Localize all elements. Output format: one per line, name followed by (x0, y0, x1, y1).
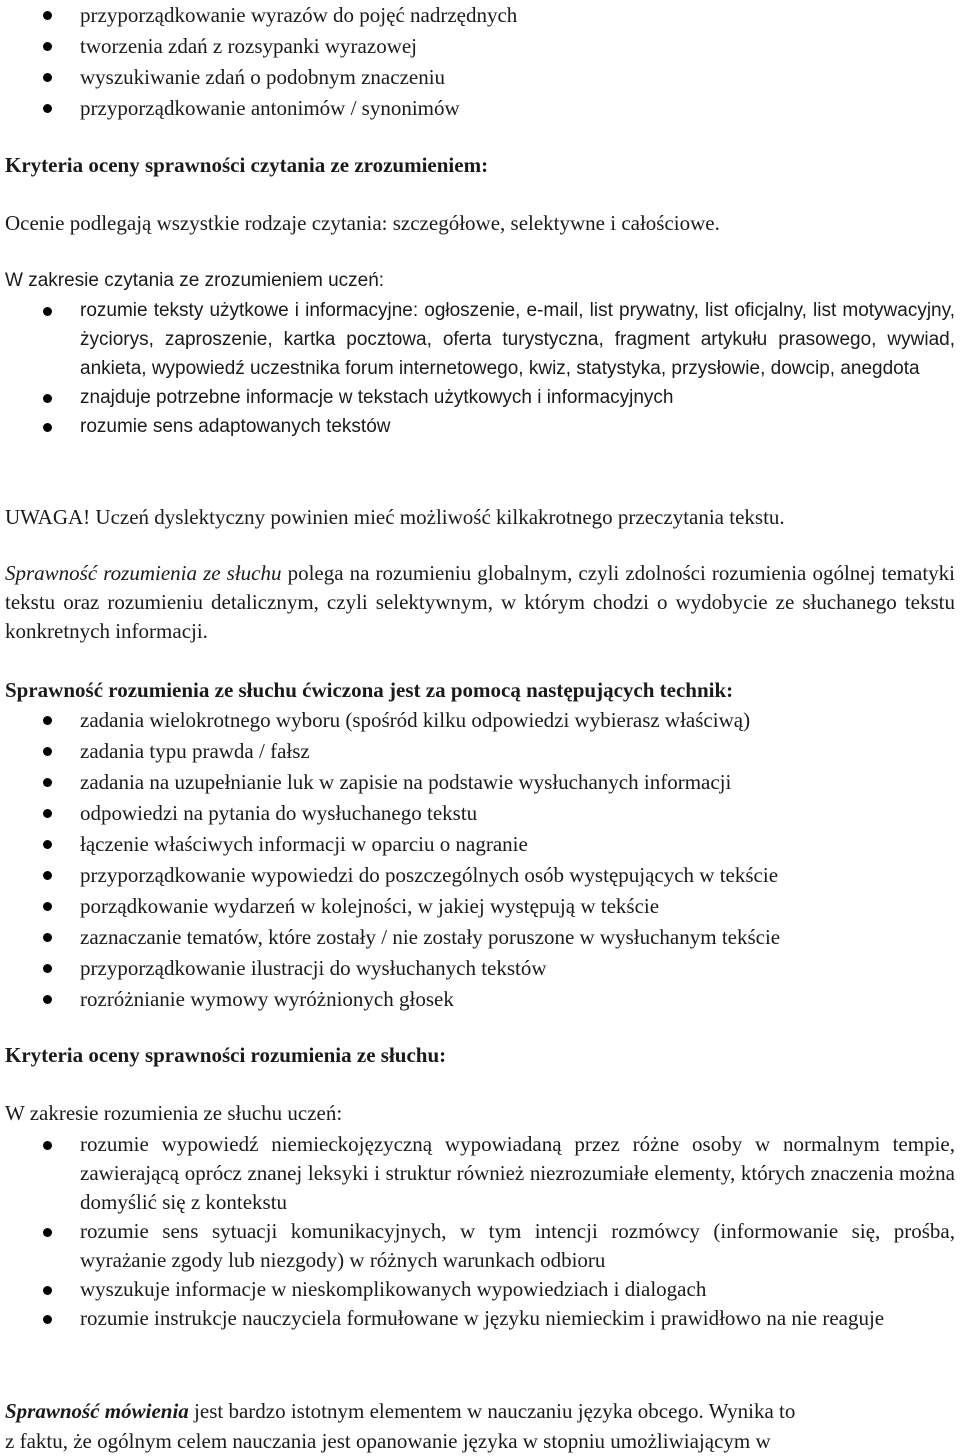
list-item: rozumie wypowiedź niemieckojęzyczną wypowiadaną przez różne osoby w normalnym tempie, zawierającą oprócz znanej leksyki i struktur również niezrozumiałe elementy, których znaczenia można domyślić się z kontekstu (5, 1130, 955, 1217)
list-item: przyporządkowanie antonimów / synonimów (5, 93, 955, 124)
list-item: zadania wielokrotnego wyboru (spośród kilku odpowiedzi wybierasz właściwą) (5, 705, 955, 736)
list-item: przyporządkowanie wypowiedzi do poszczególnych osób występujących w tekście (5, 860, 955, 891)
list-item: porządkowanie wydarzeń w kolejności, w jakiej występują w tekście (5, 891, 955, 922)
list-item: rozumie sens sytuacji komunikacyjnych, w tym intencji rozmówcy (informowanie się, prośba, wyrażanie zgody lub niezgody) w różnych warunkach odbioru (5, 1217, 955, 1275)
list-item: tworzenia zdań z rozsypanki wyrazowej (5, 31, 955, 62)
speaking-line-2: z faktu, że ogólnym celem nauczania jest opanowanie języka w stopniu umożliwiającym w (5, 1429, 771, 1453)
speaking-line-1 (5, 1396, 955, 1426)
list-item: wyszukiwanie zdań o podobnym znaczeniu (5, 62, 955, 93)
listening-skills-list (5, 1130, 955, 1333)
speaking-paragraph (5, 1396, 955, 1456)
list-item: przyporządkowanie wyrazów do pojęć nadrzędnych (5, 0, 955, 31)
listening-term: Sprawność rozumienia ze słuchu (5, 561, 282, 585)
reading-skills-list (5, 296, 955, 441)
list-item: rozumie sens adaptowanych tekstów (5, 412, 955, 441)
list-item: rozumie teksty użytkowe i informacyjne: ogłoszenie, e-mail, list prywatny, list oficjalny, list motywacyjny, życiorys, zaproszenie, kartka pocztowa, oferta turystyczna, fragment artykułu prasowego, wywiad, ankieta, wypowiedź uczestnika forum internetowego, kwiz, statystyka, przysłowie, dowcip, anegdota (5, 296, 955, 383)
listening-definition (5, 559, 955, 646)
dyslexia-note: UWAGA! Uczeń dyslektyczny powinien mieć możliwość kilkakrotnego przeczytania tekstu. (5, 505, 785, 529)
list-item: odpowiedzi na pytania do wysłuchanego tekstu (5, 798, 955, 829)
list-item: znajduje potrzebne informacje w tekstach użytkowych i informacyjnych (5, 383, 955, 412)
reading-lead: W zakresie czytania ze zrozumieniem uczeń: (5, 270, 385, 291)
exercise-list (5, 0, 955, 124)
list-item: rozróżnianie wymowy wyróżnionych głosek (5, 984, 955, 1015)
list-item: łączenie właściwych informacji w oparciu o nagranie (5, 829, 955, 860)
list-item: zadania typu prawda / fałsz (5, 736, 955, 767)
speaking-term: Sprawność mówienia (5, 1399, 189, 1423)
list-item: przyporządkowanie ilustracji do wysłuchanych tekstów (5, 953, 955, 984)
listening-criteria-heading: Kryteria oceny sprawności rozumienia ze słuchu: (5, 1043, 447, 1067)
reading-criteria-heading: Kryteria oceny sprawności czytania ze zrozumieniem: (5, 153, 489, 177)
listening-techniques-heading: Sprawność rozumienia ze słuchu ćwiczona jest za pomocą następujących technik: (5, 678, 734, 702)
list-item: zadania na uzupełnianie luk w zapisie na podstawie wysłuchanych informacji (5, 767, 955, 798)
listening-techniques-list (5, 705, 955, 1015)
list-item: wyszukuje informacje w nieskomplikowanych wypowiedziach i dialogach (5, 1275, 955, 1304)
list-item: rozumie instrukcje nauczyciela formułowane w języku niemieckim i prawidłowo na nie reaguje (5, 1304, 955, 1333)
list-item: zaznaczanie tematów, które zostały / nie zostały poruszone w wysłuchanym tekście (5, 922, 955, 953)
speaking-line-1-text: jest bardzo istotnym elementem w nauczaniu języka obcego. Wynika to (194, 1399, 796, 1423)
reading-intro: Ocenie podlegają wszystkie rodzaje czytania: szczegółowe, selektywne i całościowe. (5, 211, 720, 235)
listening-lead: W zakresie rozumienia ze słuchu uczeń: (5, 1101, 343, 1125)
listening-definition-text: polega na rozumieniu globalnym, czyli zdolności rozumienia ogólnej tematyki tekstu oraz rozumieniu detalicznym, czyli selektywnym, w którym chodzi o wydobycie ze słuchanego tekstu konkretnych informacji. (5, 561, 956, 643)
